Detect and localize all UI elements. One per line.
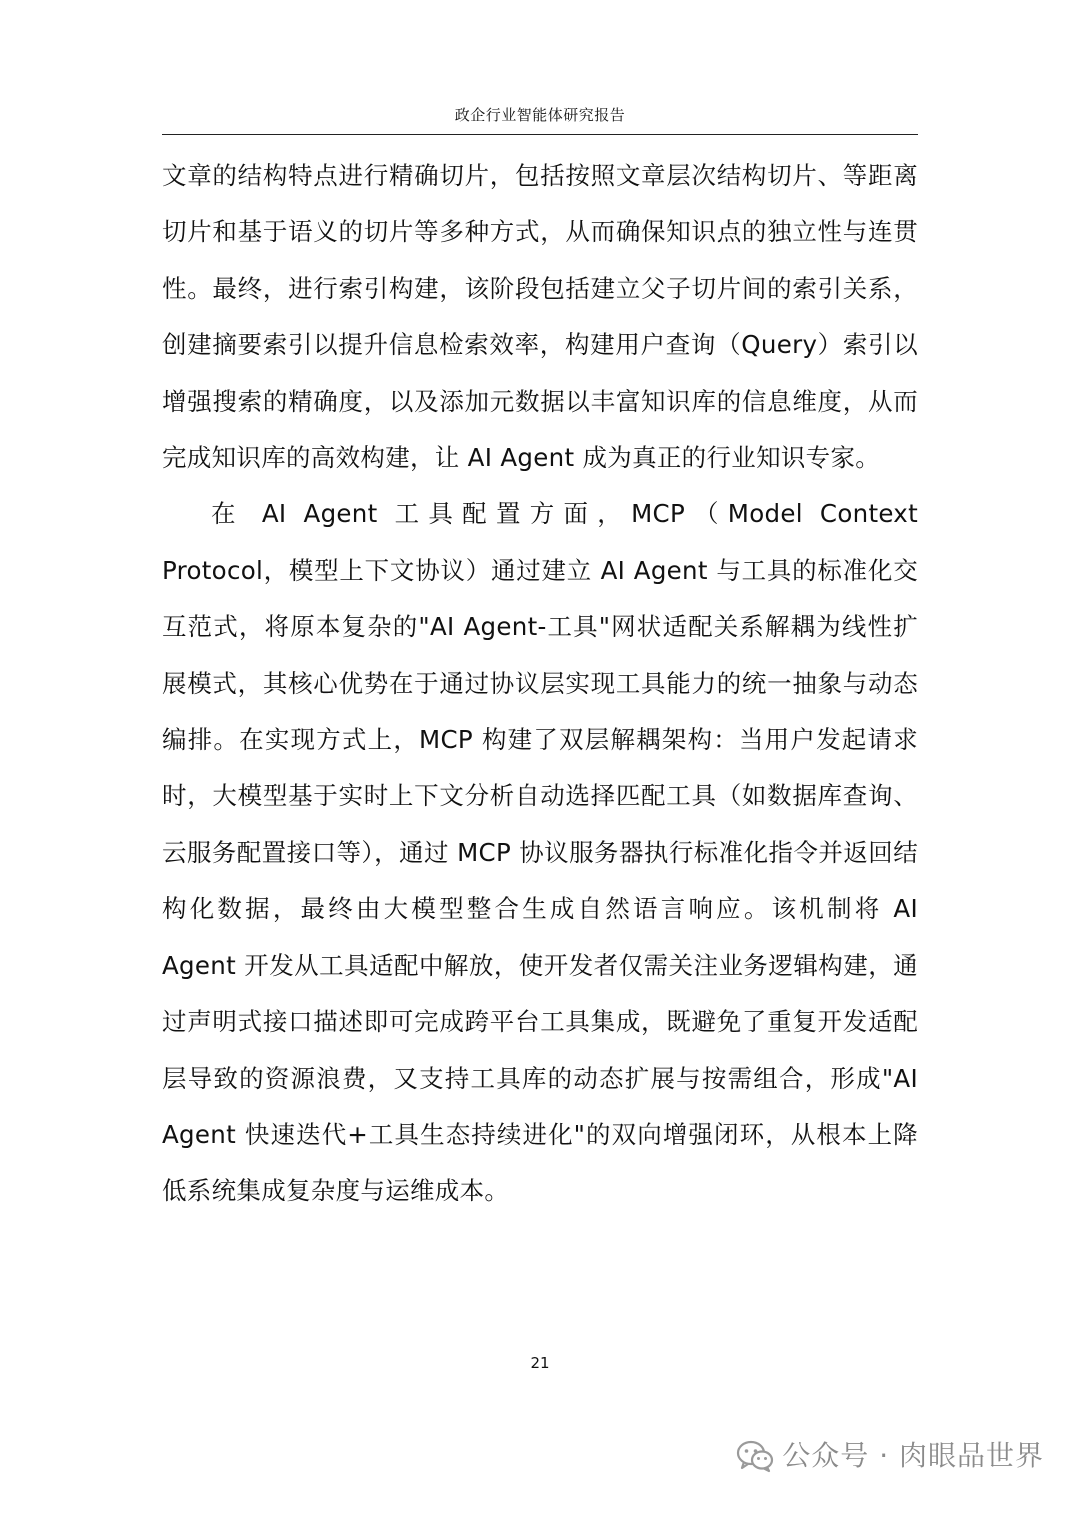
- paragraph-knowledge-base: 文章的结构特点进行精确切片，包括按照文章层次结构切片、等距离切片和基于语义的切片等多种方式，从而确保知识点的独立性与连贯性。最终，进行索引构建，该阶段包括建立父子切片间的索引关系，创建摘要索引以提升信息检索效率，构建用户查询（Query）索引以增强搜索的精确度，以及添加元数据以丰富知识库的信息维度，从而完成知识库的高效构建，让 AI Agent 成为真正的行业知识专家。: [162, 161, 918, 473]
- paragraph-mcp-tools: 在 AI Agent 工具配置方面，MCP（Model Context Protocol，模型上下文协议）通过建立 AI Agent 与工具的标准化交互范式，将原本复杂的"AI Agent-工具"网状适配关系解耦为线性扩展模式，其核心优势在于通过协议层实现工具能力的统一抽象与动态编排。在实现方式上，MCP 构建了双层解耦架构：当用户发起请求时，大模型基于实时上下文分析自动选择匹配工具（如数据库查询、云服务配置接口等），通过 MCP 协议服务器执行标准化指令并返回结构化数据，最终由大模型整合生成自然语言响应。该机制将 AI Agent 开发从工具适配中解放，使开发者仅需关注业务逻辑构建，通过声明式接口描述即可完成跨平台工具集成，既避免了重复开发适配层导致的资源浪费，又支持工具库的动态扩展与按需组合，形成"AI Agent 快速迭代+工具生态持续进化"的双向增强闭环，从根本上降低系统集成复杂度与运维成本。: [162, 499, 918, 1206]
- watermark: [736, 1438, 1044, 1474]
- document-body: [162, 148, 918, 1220]
- wechat-icon: [736, 1439, 774, 1473]
- page-number: 21: [530, 1354, 550, 1372]
- watermark-label: 公众号 · 肉眼品世界: [782, 1439, 1044, 1472]
- header-divider: [162, 134, 918, 135]
- running-header: 政企行业智能体研究报告: [454, 106, 626, 124]
